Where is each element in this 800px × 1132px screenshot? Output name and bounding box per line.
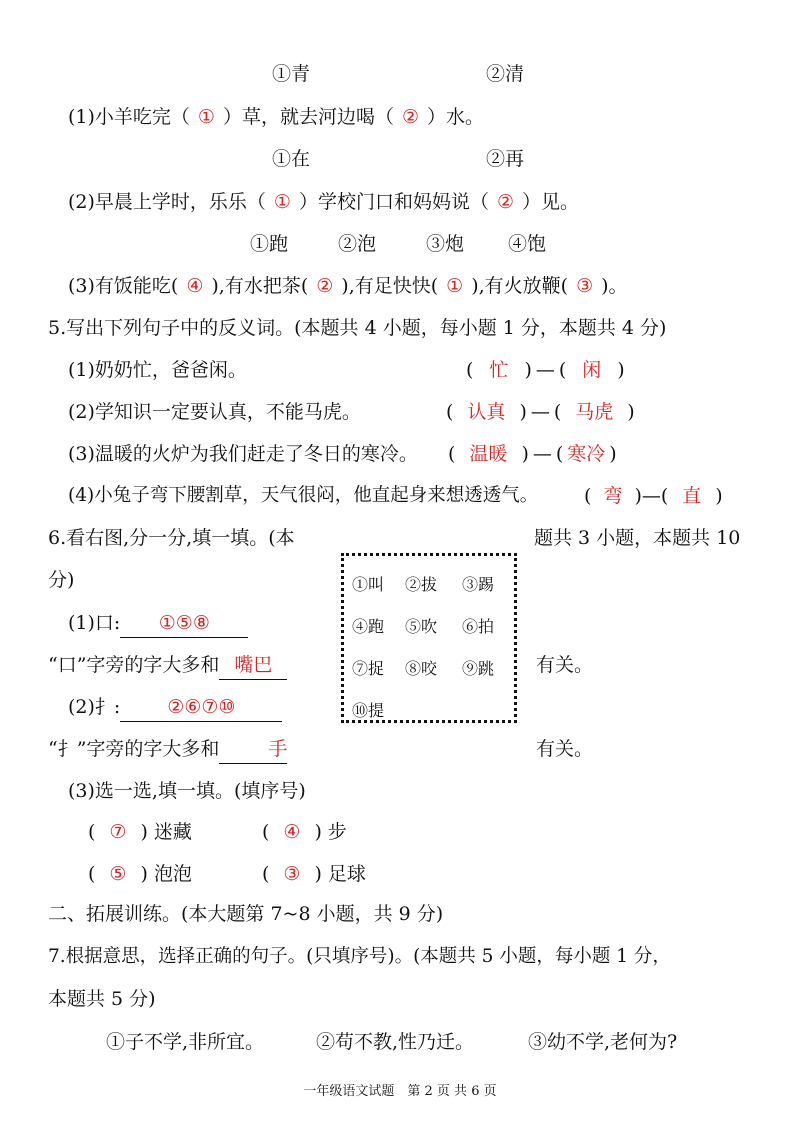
q6-part2-sentence: “扌”字旁的字大多和 手	[48, 735, 287, 764]
answer: ④	[186, 275, 204, 297]
q7-title: 本题共 5 分)	[48, 988, 156, 1010]
q4-sentence-1: (1)小羊吃完（ ① ）草，就去河边喝（ ② ）水。	[68, 106, 485, 128]
q6-part3-item: ( ④ ) 步	[262, 821, 347, 843]
q5-item-3-answer: ( 温暖 ) — ( 寒冷 )	[448, 443, 617, 465]
answer: ①	[273, 191, 291, 213]
q5-title: 5.写出下列句子中的反义词。(本题共 4 小题，每小题 1 分，本题共 4 分)	[48, 317, 667, 339]
answer: ②	[401, 106, 420, 128]
q5-item-2-answer: ( 认真 ) — ( 马虎 )	[446, 401, 635, 423]
answer: ②	[316, 275, 334, 297]
answer: ①⑤⑧	[158, 612, 210, 634]
answer: ①	[446, 275, 464, 297]
box-char: ③踢	[462, 575, 495, 594]
q7-option: ②苟不教,性乃迁。	[316, 1031, 475, 1053]
answer: ②	[496, 191, 515, 213]
q6-title: 分)	[48, 569, 75, 591]
q6-part3-title: (3)选一选,填一填。(填序号)	[68, 780, 306, 802]
box-char: ⑨跳	[462, 659, 495, 678]
q6-part3-item: ( ⑤ ) 泡泡	[88, 863, 192, 885]
q7-option: ③幼不学,老何为?	[528, 1031, 678, 1053]
box-char: ②拔	[405, 575, 438, 594]
q5-item-1: (1)奶奶忙，爸爸闲。	[68, 359, 247, 381]
q4-sentence-3: (3)有饭能吃( ④ ),有水把茶( ② ),有足快快( ① ),有火放鞭( ③ )。	[68, 275, 628, 297]
q4-option: ④饱	[508, 233, 547, 255]
q4-option: ①在	[272, 148, 311, 170]
q4-option: ②再	[486, 148, 525, 170]
box-char: ①叫	[352, 575, 385, 594]
q5-item-2: (2)学知识一定要认真，不能马虎。	[68, 401, 361, 423]
q6-part3-item: ( ⑦ ) 迷藏	[88, 821, 192, 843]
answer: 手	[268, 738, 288, 760]
box-char: ⑥拍	[462, 617, 495, 636]
q6-part2-end: 有关。	[536, 738, 594, 760]
answer: ②⑥⑦⑩	[167, 696, 236, 718]
box-char: ⑦捉	[352, 659, 385, 678]
character-box	[341, 553, 517, 723]
box-char: ⑧咬	[405, 659, 438, 678]
box-char: ⑩提	[352, 701, 385, 720]
q6-part1-end: 有关。	[536, 654, 594, 676]
q5-item-1-answer: ( 忙 ) — ( 闲 )	[466, 359, 625, 381]
box-char: ④跑	[352, 617, 385, 636]
answer: ③	[576, 275, 594, 297]
q5-item-4-answer: ( 弯 )—( 直 )	[584, 485, 723, 507]
q6-part2-label: (2)扌: ②⑥⑦⑩	[68, 693, 282, 722]
q4-sentence-2: (2)早晨上学时，乐乐（ ① ）学校门口和妈妈说（ ② ）见。	[68, 191, 580, 213]
q4-option: ②清	[486, 63, 525, 85]
answer: ①	[197, 106, 215, 128]
q6-part1-label: (1)口: ①⑤⑧	[68, 609, 248, 638]
q4-option: ①青	[272, 63, 311, 85]
q6-part1-sentence: “口”字旁的字大多和 嘴巴	[48, 651, 287, 680]
q6-title: 6.看右图,分一分,填一填。(本	[48, 527, 295, 549]
q4-option: ①跑	[250, 233, 289, 255]
q6-title: 题共 3 小题，本题共 10	[534, 527, 741, 549]
box-char: ⑤吹	[405, 617, 438, 636]
q5-item-3: (3)温暖的火炉为我们赶走了冬日的寒冷。	[68, 443, 418, 465]
q4-option: ③炮	[426, 233, 465, 255]
q5-item-4: (4)小兔子弯下腰割草，天气很闷，他直起身来想透透气。	[68, 485, 539, 506]
q6-part3-item: ( ③ ) 足球	[262, 863, 366, 885]
page-footer: 一年级语文试题 第 2 页 共 6 页	[303, 1084, 497, 1099]
section-title: 二、拓展训练。(本大题第 7~8 小题，共 9 分)	[48, 903, 444, 925]
answer: 嘴巴	[234, 654, 273, 676]
q4-option: ②泡	[338, 233, 377, 255]
q7-title: 7.根据意思，选择正确的句子。(只填序号)。(本题共 5 小题，每小题 1 分，	[48, 946, 671, 967]
q7-option: ①子不学,非所宜。	[106, 1031, 265, 1053]
